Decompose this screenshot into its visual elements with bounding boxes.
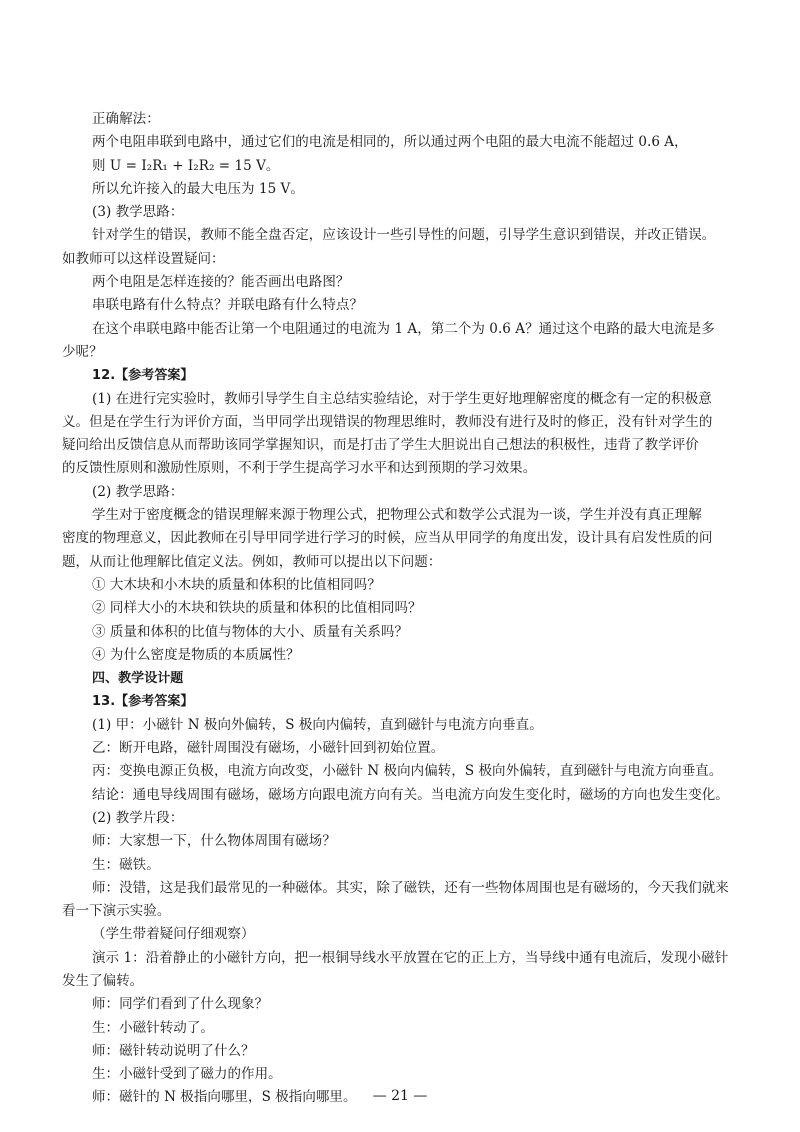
document-body — [62, 108, 738, 1110]
text-line: 少呢？ — [62, 343, 103, 360]
text-line: (3) 教学思路： — [92, 204, 184, 221]
text-line: (1) 在进行完实验时，教师引导学生自主总结实验结论，对于学生更好地理解密度的概念有一定的积极意 — [92, 390, 712, 407]
text-line: 发生了偏转。 — [62, 972, 144, 989]
text-line: 两个电阻串联到电路中，通过它们的电流是相同的，所以通过两个电阻的最大电流不能超过 0.6 A， — [92, 134, 688, 151]
text-line: 密度的物理意义，因此教师在引导甲同学进行学习的时候，应当从甲同学的角度出发，设计具有启发性质的问 — [62, 530, 713, 547]
text-line: 演示 1：沿着静止的小磁针方向，把一根铜导线水平放置在它的正上方，当导线中通有电流后，发现小磁针 — [92, 949, 729, 966]
text-line: 师：大家想一下，什么物体周围有磁场？ — [92, 833, 336, 850]
page-number: — 21 — — [372, 1088, 428, 1104]
text-line: 针对学生的错误，教师不能全盘否定，应该设计一些引导性的问题，引导学生意识到错误，并改正错误。 — [92, 227, 716, 244]
text-line: (2) 教学思路： — [92, 483, 184, 500]
text-line: (2) 教学片段： — [92, 809, 184, 826]
text-line: 看一下演示实验。 — [62, 903, 171, 920]
text-line: 串联电路有什么特点？并联电路有什么特点？ — [92, 297, 363, 314]
text-line: 正确解法： — [92, 111, 160, 127]
text-line: ② 同样大小的木块和铁块的质量和体积的比值相同吗？ — [92, 600, 422, 617]
text-line: 所以允许接入的最大电压为 15 V。 — [92, 180, 304, 197]
text-line: 师：同学们看到了什么现象？ — [92, 996, 269, 1013]
text-line: 结论：通电导线周围有磁场，磁场方向跟电流方向有关。当电流方向发生变化时，磁场的方向也发生变化。 — [92, 786, 729, 803]
text-line: 师：没错，这是我们最常见的一种磁体。其实，除了磁铁，还有一些物体周围也是有磁场的，今天我们就来 — [92, 879, 729, 896]
text-line: 则 U = I₂R₁ + I₂R₂ = 15 V。 — [92, 157, 280, 174]
text-line: 生：小磁针转动了。 — [92, 1019, 214, 1036]
text-line: 师：磁针的 N 极指向哪里，S 极指向哪里。 — [92, 1089, 357, 1106]
text-line: ③ 质量和体积的比值与物体的大小、质量有关系吗？ — [92, 623, 408, 640]
text-line: 的反馈性原则和激励性原则，不利于学生提高学习水平和达到预期的学习效果。 — [62, 460, 537, 477]
text-line: 如教师可以这样设置疑问： — [62, 250, 225, 267]
section-heading: 四、教学设计题 — [92, 671, 184, 687]
text-line: 两个电阻是怎样连接的？能否画出电路图？ — [92, 274, 350, 291]
text-line: 生：磁铁。 — [92, 856, 160, 873]
text-line: 题，从而让他理解比值定义法。例如，教师可以提出以下问题： — [62, 553, 442, 570]
text-line: 在这个串联电路中能否让第一个电阻通过的电流为 1 A，第二个为 0.6 A？通过这个电路的最大电流是多 — [92, 320, 715, 337]
section-heading: 12.【参考答案】 — [92, 368, 194, 384]
text-line: （学生带着疑问仔细观察） — [92, 926, 255, 943]
text-line: 学生对于密度概念的错误理解来源于物理公式，把物理公式和数学公式混为一谈，学生并没有真正理解 — [92, 507, 702, 524]
text-line: 乙：断开电路，磁针周围没有磁场，小磁针回到初始位置。 — [92, 740, 445, 757]
text-line: 师：磁针转动说明了什么？ — [92, 1042, 255, 1059]
text-line: ① 大木块和小木块的质量和体积的比值相同吗？ — [92, 576, 381, 593]
text-line: 生：小磁针受到了磁力的作用。 — [92, 1066, 282, 1083]
text-line: ④ 为什么密度是物质的本质属性？ — [92, 646, 300, 663]
text-line: 丙：变换电源正负极，电流方向改变，小磁针 N 极向内偏转，S 极向外偏转，直到磁针与电流方向垂直。 — [92, 763, 723, 780]
text-line: (1) 甲：小磁针 N 极向外偏转，S 极向内偏转，直到磁针与电流方向垂直。 — [92, 716, 543, 733]
text-line: 疑问给出反馈信息从而帮助该同学掌握知识，而是打击了学生大胆说出自己想法的积极性，违背了教学评价 — [62, 437, 699, 454]
text-line: 义。但是在学生行为评价方面，当甲同学出现错误的物理思维时，教师没有进行及时的修正，没有针对学生的 — [62, 413, 713, 430]
section-heading: 13.【参考答案】 — [92, 694, 194, 710]
